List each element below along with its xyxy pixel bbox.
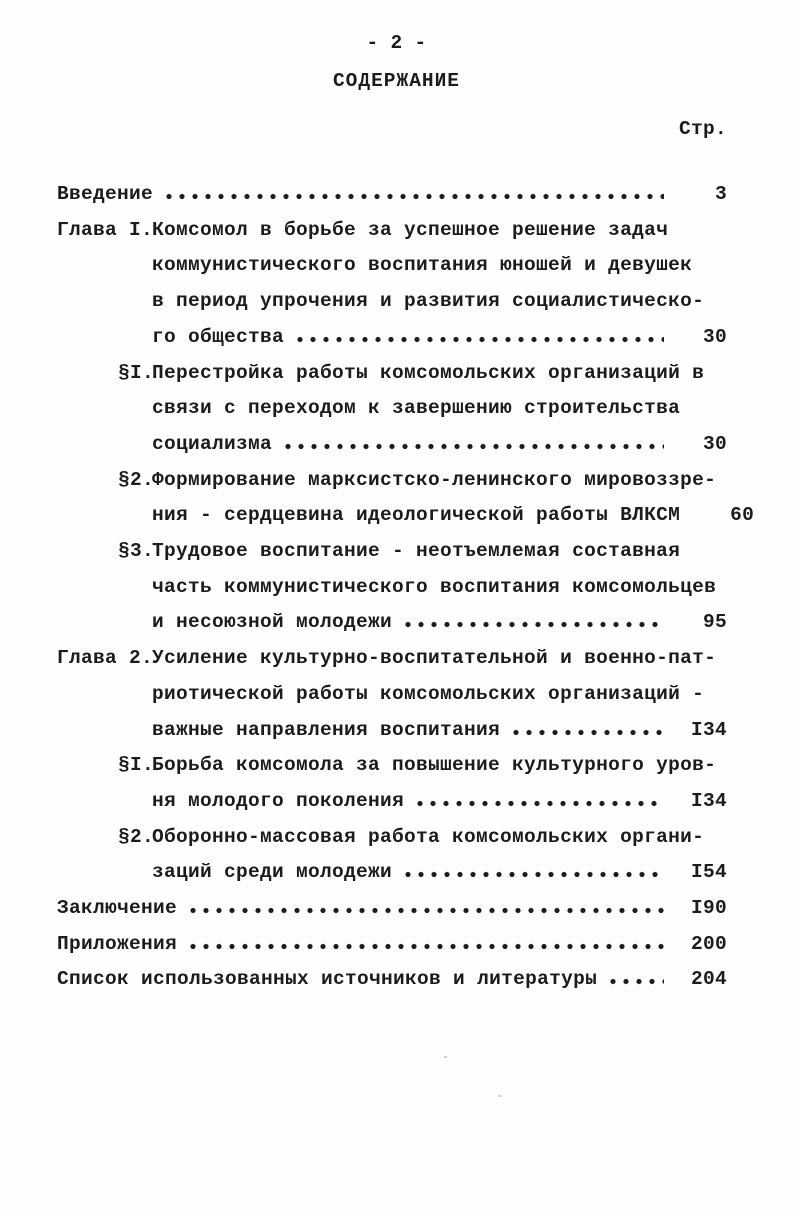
dot-leader xyxy=(415,800,664,807)
toc-line xyxy=(0,320,793,356)
toc-entry-text: заций среди молодежи xyxy=(152,861,393,884)
toc-entry-text: коммунистического воспитания юношей и девушек xyxy=(152,254,693,277)
dot-leader xyxy=(188,907,664,914)
toc-entry-text: Усиление культурно-воспитательной и военно-пат- xyxy=(152,647,717,670)
toc-page-number: 60 xyxy=(730,504,755,527)
toc-line xyxy=(0,855,793,891)
dot-leader xyxy=(403,621,664,628)
dot-leader xyxy=(295,336,664,343)
toc-entry-label: §2. xyxy=(118,468,155,491)
toc-entry-text: Введение xyxy=(57,183,154,205)
toc-entry-label: §I. xyxy=(118,754,155,777)
toc-entry-text: Заключение xyxy=(57,897,178,920)
toc-line xyxy=(0,713,793,749)
toc-line xyxy=(0,927,793,963)
dot-leader xyxy=(608,978,664,985)
toc-entry-label: Глава I. xyxy=(57,218,154,241)
table-of-contents xyxy=(0,177,793,998)
toc-line xyxy=(0,213,793,249)
toc-line xyxy=(0,463,793,499)
toc-entry-text: Приложения xyxy=(57,932,178,955)
toc-line xyxy=(0,427,793,463)
toc-entry-text: Борьба комсомола за повышение культурного уров- xyxy=(152,754,717,777)
dot-leader xyxy=(283,443,664,450)
scan-speck xyxy=(444,1056,447,1058)
toc-entry-text: го общества xyxy=(152,325,285,348)
toc-entry-text: в период упрочения и развития социалистическо- xyxy=(152,290,705,313)
toc-line xyxy=(0,605,793,641)
toc-entry-text: важные направления воспитания xyxy=(152,718,501,741)
toc-page-number: 30 xyxy=(702,432,727,455)
toc-line xyxy=(0,570,793,606)
scan-speck xyxy=(498,1095,501,1097)
dot-leader xyxy=(188,943,664,950)
page-column-header: Стр. xyxy=(678,118,727,140)
toc-entry-text: часть коммунистического воспитания комсомольцев xyxy=(152,575,717,598)
toc-entry-text: Комсомол в борьбе за успешное решение задач xyxy=(152,218,669,241)
toc-entry-text: риотической работы комсомольских организаций - xyxy=(152,682,705,705)
toc-line xyxy=(0,820,793,856)
dot-leader xyxy=(511,729,664,736)
toc-line xyxy=(0,356,793,392)
toc-entry-label: §I. xyxy=(118,361,155,384)
page-number-header: - 2 - xyxy=(366,32,427,54)
toc-line xyxy=(0,677,793,713)
toc-entry-text: Перестройка работы комсомольских организаций в xyxy=(152,361,705,384)
toc-page-number: I54 xyxy=(690,861,727,884)
toc-line xyxy=(0,248,793,284)
toc-page-number: 95 xyxy=(702,611,727,634)
toc-line xyxy=(0,284,793,320)
toc-page-number: 30 xyxy=(702,325,727,348)
toc-line xyxy=(0,962,793,998)
toc-page-number: I34 xyxy=(690,718,727,741)
toc-line xyxy=(0,641,793,677)
toc-line xyxy=(0,784,793,820)
toc-entry-text: социализма xyxy=(152,432,273,455)
toc-entry-text: и несоюзной молодежи xyxy=(152,611,393,634)
toc-entry-text: ния - сердцевина идеологической работы ВЛКСМ xyxy=(152,504,681,527)
toc-page-number: I34 xyxy=(690,789,727,812)
toc-line xyxy=(0,391,793,427)
toc-line xyxy=(0,748,793,784)
toc-entry-text: Трудовое воспитание - неотъемлемая составная xyxy=(152,540,681,563)
toc-entry-label: Глава 2. xyxy=(57,647,154,670)
toc-line xyxy=(0,177,793,213)
toc-line xyxy=(0,891,793,927)
toc-entry-label: §3. xyxy=(118,540,155,563)
toc-page-number: 200 xyxy=(690,932,727,955)
toc-entry-text: Список использованных источников и литературы xyxy=(57,968,598,991)
toc-entry-text: связи с переходом к завершению строительства xyxy=(152,397,681,420)
toc-entry-text: Формирование марксистско-ленинского мировоззре- xyxy=(152,468,717,491)
toc-entry-label: §2. xyxy=(118,825,155,848)
toc-line xyxy=(0,534,793,570)
toc-page-number: 3 xyxy=(714,183,727,205)
toc-entry-text: ня молодого поколения xyxy=(152,789,405,812)
dot-leader xyxy=(164,193,664,200)
toc-line xyxy=(0,498,793,534)
toc-page-number: 204 xyxy=(690,968,727,991)
toc-entry-text: Оборонно-массовая работа комсомольских органи- xyxy=(152,825,705,848)
dot-leader xyxy=(403,871,664,878)
toc-page-number: I90 xyxy=(690,897,727,920)
page-title: СОДЕРЖАНИЕ xyxy=(332,70,461,92)
